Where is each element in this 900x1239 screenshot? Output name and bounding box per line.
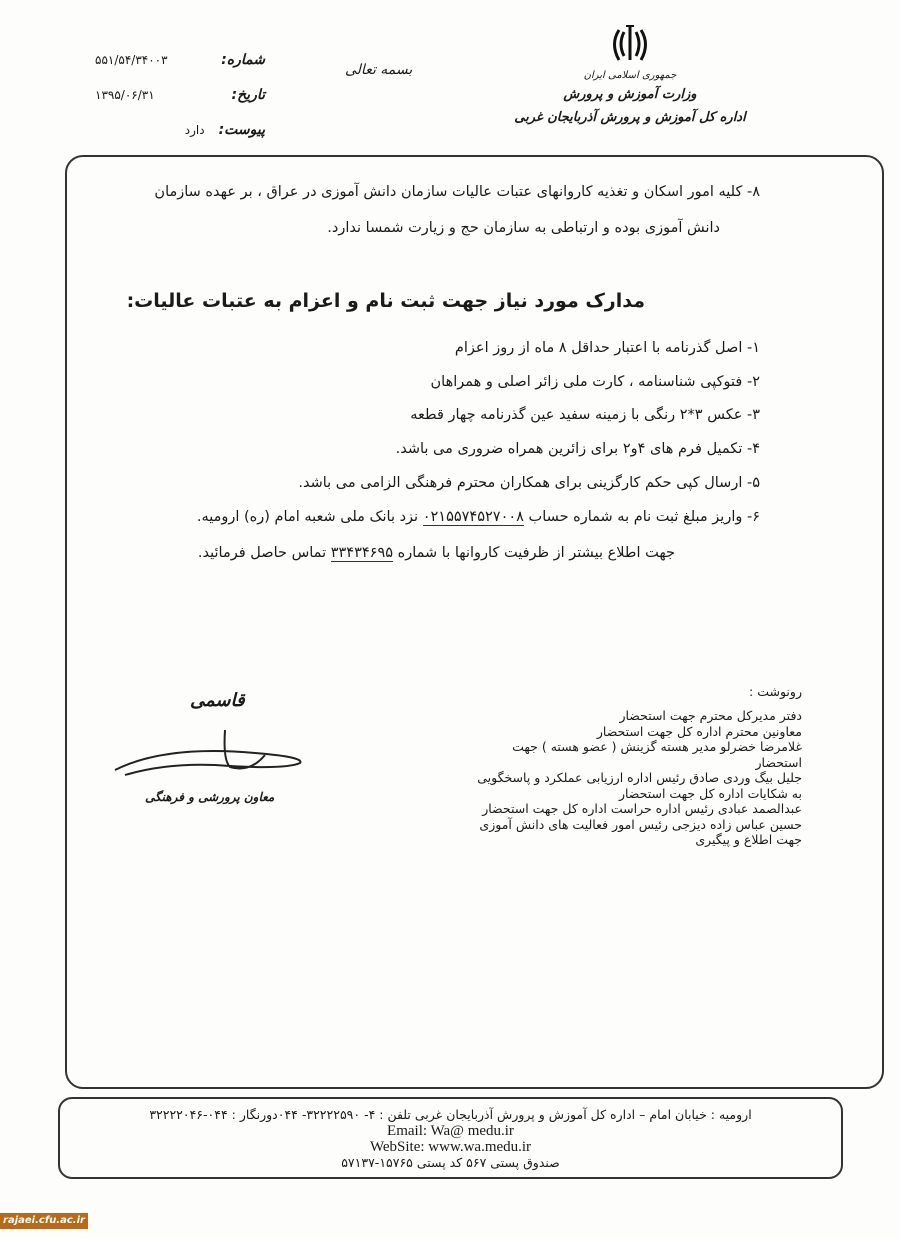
contact-number: ۳۳۴۳۴۶۹۵	[330, 545, 394, 561]
letterhead	[500, 22, 760, 125]
item-8-line-1: ۸- کلیه امور اسکان و تغذیه کاروانهای عتبات عالیات سازمان دانش آموزی در عراق ، بر عهده سازمان	[154, 184, 760, 200]
org-line-2: وزارت آموزش و پرورش	[563, 87, 697, 102]
list-item-payment	[197, 509, 760, 525]
org-line-3: اداره کل آموزش و پرورش آذربایجان غربی	[514, 110, 746, 125]
cc-line: جلیل بیگ وردی صادق رئیس اداره ارزیابی عملکرد و پاسخگویی به شکایات اداره کل جهت استحضار	[477, 770, 802, 801]
cc-line: غلامرضا خضرلو مدیر هسته گزینش ( عضو هسته ) جهت استحضار	[512, 739, 802, 770]
list-item: ۴- تکمیل فرم های ۴و۲ برای زائرین همراه ضروری می باشد.	[395, 441, 760, 457]
iran-emblem-icon	[610, 22, 650, 64]
payment-prefix: ۶- واریز مبلغ ثبت نام به شماره حساب	[523, 509, 760, 525]
contact-line	[198, 545, 675, 561]
number-value: ۵۵۱/۵۴/۳۴۰۰۳	[95, 52, 168, 67]
footer-address: ارومیه : خیابان امام – اداره کل آموزش و پرورش آذربایجان غربی تلفن : ۴- ۳۲۲۲۲۵۹۰- ۰۴۴دورنگار : ۰۴۴-۳۲۲۲۲۰۴۶	[149, 1107, 752, 1122]
date-label: تاریخ:	[231, 86, 265, 103]
section-heading: مدارک مورد نیاز جهت ثبت نام و اعزام به عتبات عالیات:	[126, 290, 645, 312]
org-line-1: جمهوری اسلامی ایران	[583, 70, 677, 81]
item-8-line-2: دانش آموزی بوده و ارتباطی به سازمان حج و زیارت شمسا ندارد.	[327, 220, 720, 236]
watermark-badge: rajaei.cfu.ac.ir	[0, 1213, 88, 1229]
footer-postal: صندوق پستی ۵۶۷ کد پستی ۱۵۷۶۵-۵۷۱۳۷	[341, 1155, 560, 1170]
date-value: ۱۳۹۵/۰۶/۳۱	[95, 87, 155, 102]
letter-meta	[95, 42, 265, 147]
footer-email: Email: Wa@ medu.ir	[387, 1123, 514, 1139]
footer-website: WebSite: www.wa.medu.ir	[369, 1139, 532, 1155]
list-item: ۵- ارسال کپی حکم کارگزینی برای همکاران محترم فرهنگی الزامی می باشد.	[298, 475, 760, 491]
attachment-label: پیوست:	[218, 121, 265, 138]
attachment-value: دارد	[184, 122, 205, 137]
signer-title: معاون پرورشی و فرهنگی	[145, 790, 275, 804]
account-number: ۰۲۱۵۵۷۴۵۲۷۰۰۸	[422, 509, 524, 525]
cc-line: دفتر مدیرکل محترم جهت استحضار	[619, 708, 802, 723]
cc-line: حسین عباس زاده دیزجی رئیس امور فعالیت های دانش آموزی جهت اطلاع و پیگیری	[479, 816, 802, 847]
contact-prefix: جهت اطلاع بیشتر از ظرفیت کاروانها با شماره	[393, 545, 675, 561]
footer-box	[58, 1097, 843, 1179]
signer-name: قاسمی	[190, 690, 245, 711]
cc-line: معاونین محترم اداره کل جهت استحضار	[596, 723, 802, 739]
cc-title: رونوشت :	[749, 684, 802, 699]
list-item: ۳- عکس ۳*۲ رنگی با زمینه سفید عین گذرنامه چهار قطعه	[410, 407, 760, 423]
cc-line: عبدالصمد عبادی رئیس اداره حراست اداره کل جهت استحضار	[482, 801, 802, 816]
invocation: بسمه تعالی	[345, 62, 413, 78]
signature-stroke-icon	[105, 715, 325, 790]
payment-suffix: نزد بانک ملی شعبه امام (ره) ارومیه.	[196, 509, 423, 525]
list-item: ۲- فتوکپی شناسنامه ، کارت ملی زائر اصلی و همراهان	[430, 374, 760, 390]
cc-list	[472, 708, 802, 848]
number-label: شماره:	[221, 51, 265, 68]
contact-suffix: تماس حاصل فرمائید.	[197, 545, 331, 561]
signature-block	[105, 680, 325, 830]
list-item: ۱- اصل گذرنامه با اعتبار حداقل ۸ ماه از روز اعزام	[454, 340, 760, 356]
